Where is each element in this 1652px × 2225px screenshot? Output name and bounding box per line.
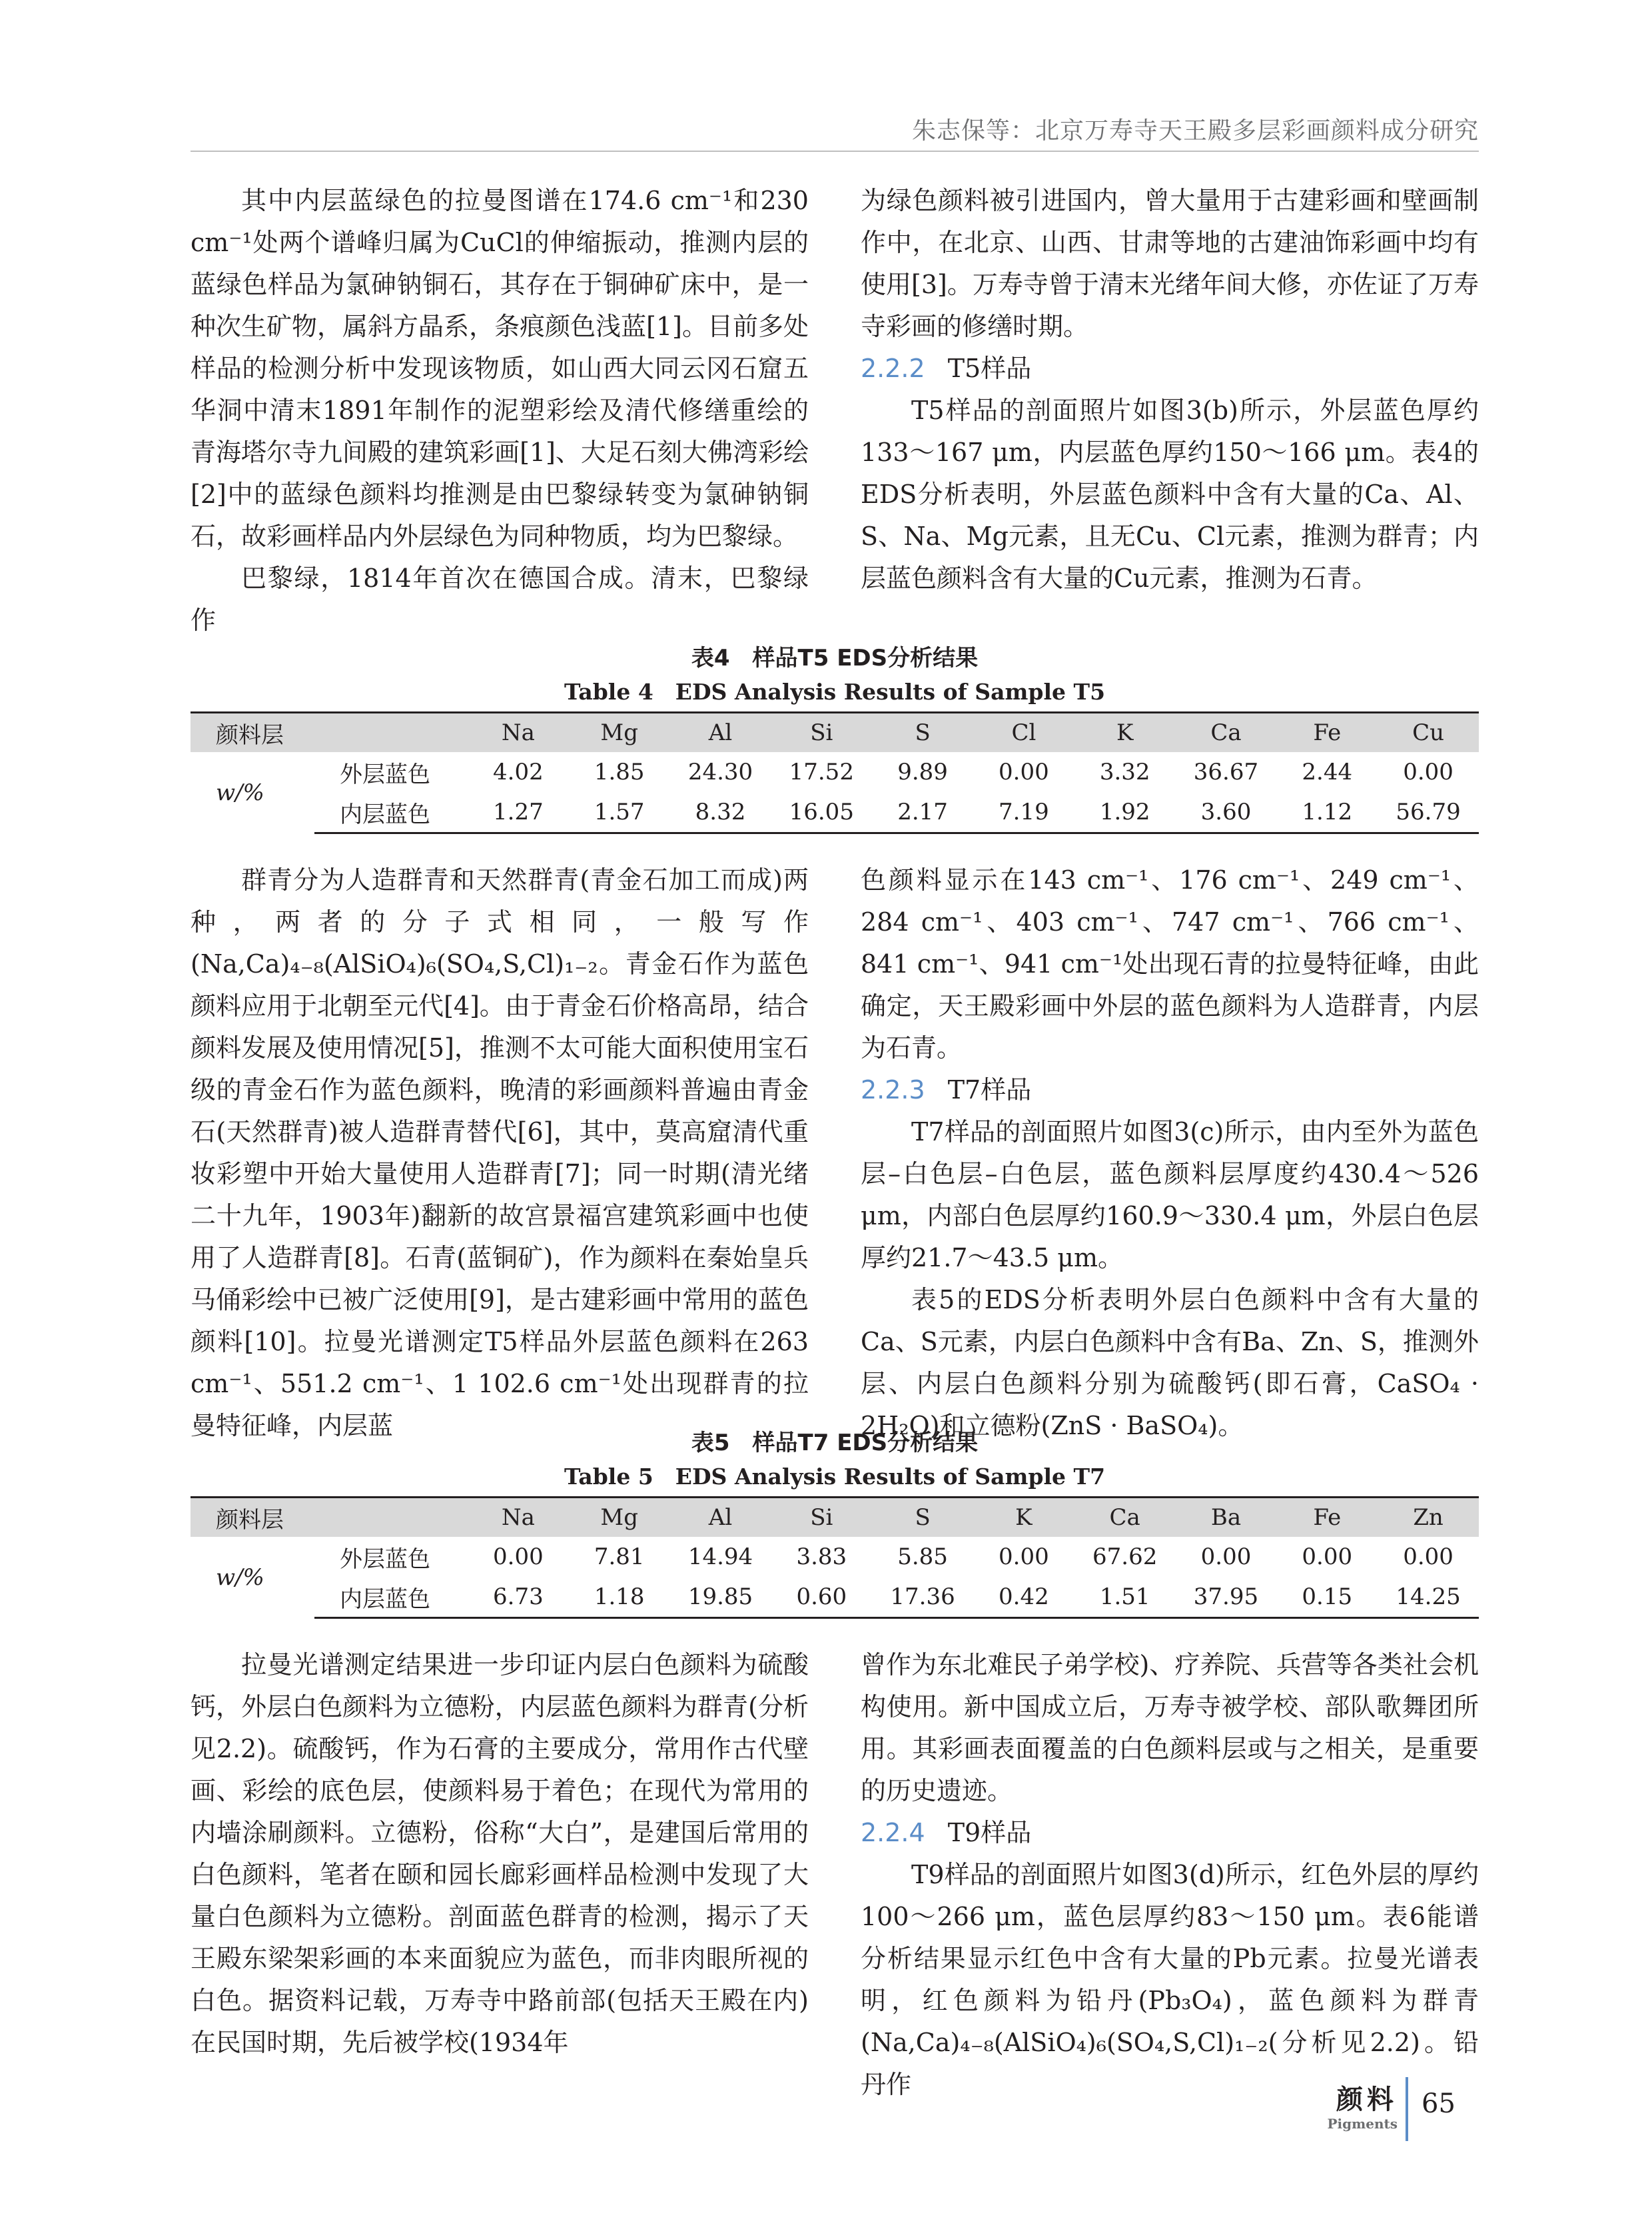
layer-name-cell: 内层蓝色 (314, 792, 468, 833)
table-cell: 17.36 (872, 1577, 973, 1618)
table-cell: 0.60 (771, 1577, 872, 1618)
table-cell: 0.00 (1403, 759, 1453, 785)
table-header-cell: 颜料层 (191, 713, 468, 753)
section-heading-2-2-2 (861, 348, 1479, 390)
table-cell: 1.85 (594, 759, 645, 785)
table-cell: 7.19 (973, 792, 1074, 833)
table-header-cell: Si (771, 713, 872, 753)
section-title: T9样品 (947, 1818, 1032, 1847)
table-cell: 0.00 (493, 1544, 544, 1570)
block1-right-column (861, 180, 1479, 600)
paragraph: 色颜料显示在143 cm⁻¹、176 cm⁻¹、249 cm⁻¹、284 cm⁻¹、403 cm⁻¹、747 cm⁻¹、766 cm⁻¹、841 cm⁻¹、941 cm⁻¹处出现石青的拉曼特征峰，由此确定，天王殿彩画中外层的蓝色颜料为人造群青，内层为石青。 (861, 865, 1479, 1063)
table-header-cell: Mg (569, 1498, 670, 1538)
table-cell: 56.79 (1378, 792, 1479, 833)
section-number: 2.2.4 (861, 1818, 925, 1847)
table5 (191, 1496, 1479, 1619)
unit-label-cell: w/% (216, 779, 264, 806)
table-header-cell: Mg (569, 713, 670, 753)
footer-divider (1406, 2077, 1408, 2141)
paragraph: T5样品的剖面照片如图3(b)所示，外层蓝色厚约133～167 μm，内层蓝色厚约150～166 μm。表4的EDS分析表明，外层蓝色颜料中含有大量的Ca、Al、S、Na、Mg元素，且无Cu、Cl元素，推测为群青；内层蓝色颜料含有大量的Cu元素，推测为石青。 (861, 396, 1479, 593)
table-header-cell: Al (670, 713, 771, 753)
table-header-cell: S (872, 1498, 973, 1538)
table5-caption-zh: 表5 样品T7 EDS分析结果 (691, 1430, 979, 1456)
table-cell: 6.73 (468, 1577, 569, 1618)
paragraph: 巴黎绿，1814年首次在德国合成。清末，巴黎绿作 (191, 564, 809, 635)
block3-right-column (861, 1644, 1479, 2106)
block2-left-column (191, 859, 809, 1447)
table-cell: 7.81 (594, 1544, 645, 1570)
table-cell: 14.94 (687, 1544, 753, 1570)
table-row (191, 1577, 1479, 1618)
table-cell: 24.30 (687, 759, 753, 785)
table-cell: 0.00 (1200, 1544, 1252, 1570)
block2-right-column (861, 859, 1479, 1447)
table-cell: 2.44 (1302, 759, 1353, 785)
table-header-cell: K (1074, 713, 1176, 753)
page-number: 65 (1422, 2088, 1455, 2119)
paragraph: 群青分为人造群青和天然群青(青金石加工而成)两种，两者的分子式相同，一般写作(Na,Ca)₄₋₈(AlSiO₄)₆(SO₄,S,Cl)₁₋₂。青金石作为蓝色颜料应用于北朝至元代[4]。由于青金石价格高昂，结合颜料发展及使用情况[5]，推测不太可能大面积使用宝石级的青金石作为蓝色颜料，晚清的彩画颜料普遍由青金石(天然群青)被人造群青替代[6]，其中，莫高窟清代重妆彩塑中开始大量使用人造群青[7]；同一时期(清光绪二十九年，1903年)翻新的故宫景福宫建筑彩画中也使用了人造群青[8]。石青(蓝铜矿)，作为颜料在秦始皇兵马俑彩绘中已被广泛使用[9]，是古建彩画中常用的蓝色颜料[10]。拉曼光谱测定T5样品外层蓝色颜料在263 cm⁻¹、551.2 cm⁻¹、1 102.6 cm⁻¹处出现群青的拉曼特征峰，内层蓝 (191, 865, 809, 1440)
table-header-cell: Na (468, 713, 569, 753)
table-cell: 36.67 (1193, 759, 1259, 785)
paragraph: 其中内层蓝绿色的拉曼图谱在174.6 cm⁻¹和230 cm⁻¹处两个谱峰归属为CuCl的伸缩振动，推测内层的蓝绿色样品为氯砷钠铜石，其存在于铜砷矿床中，是一种次生矿物，属斜方晶系，条痕颜色浅蓝[1]。目前多处样品的检测分析中发现该物质，如山西大同云冈石窟五华洞中清末1891年制作的泥塑彩绘及清代修缮重绘的青海塔尔寺九间殿的建筑彩画[1]、大足石刻大佛湾彩绘[2]中的蓝绿色颜料均推测是由巴黎绿转变为氯砷钠铜石，故彩画样品内外层绿色为同种物质，均为巴黎绿。 (191, 186, 809, 551)
section-number: 2.2.3 (861, 1075, 925, 1105)
table-cell: 0.00 (999, 759, 1049, 785)
section-heading-2-2-4 (861, 1812, 1479, 1854)
layer-name-cell: 外层蓝色 (340, 1546, 430, 1573)
table-cell: 16.05 (771, 792, 872, 833)
table-row (191, 792, 1479, 833)
paragraph: 为绿色颜料被引进国内，曾大量用于古建彩画和壁画制作中，在北京、山西、甘肃等地的古建油饰彩画中均有使用[3]。万寿寺曾于清末光绪年间大修，亦佐证了万寿寺彩画的修缮时期。 (861, 186, 1479, 341)
table-cell: 9.89 (897, 759, 948, 785)
table-header-cell: Fe (1276, 1498, 1378, 1538)
table-cell: 3.32 (1099, 759, 1150, 785)
table-cell: 8.32 (670, 792, 771, 833)
table-cell: 17.52 (789, 759, 854, 785)
table-header-cell: Si (771, 1498, 872, 1538)
running-header-title: 朱志保等：北京万寿寺天王殿多层彩画颜料成分研究 (911, 117, 1479, 145)
table-header-cell: Na (468, 1498, 569, 1538)
table-cell: 14.25 (1378, 1577, 1479, 1618)
paragraph: T7样品的剖面照片如图3(c)所示，由内至外为蓝色层–白色层–白色层，蓝色颜料层厚度约430.4～526 μm，内部白色层厚约160.9～330.4 μm，外层白色层厚约21.7～43.5 μm。 (861, 1117, 1479, 1272)
table-row (191, 1537, 1479, 1577)
section-heading-2-2-3 (861, 1069, 1479, 1111)
paragraph: 表5的EDS分析表明外层白色颜料中含有大量的Ca、S元素，内层白色颜料中含有Ba、Zn、S，推测外层、内层白色颜料分别为硫酸钙(即石膏，CaSO₄ · 2H₂O)和立德粉(ZnS · BaSO₄)。 (861, 1285, 1479, 1440)
table-cell: 1.18 (569, 1577, 670, 1618)
table-header-cell: Cu (1378, 713, 1479, 753)
table-cell: 0.15 (1276, 1577, 1378, 1618)
table-header-cell: Ba (1176, 1498, 1277, 1538)
header-rule (191, 151, 1479, 152)
table-header-row (191, 713, 1479, 753)
table-cell: 1.57 (569, 792, 670, 833)
paragraph: 拉曼光谱测定结果进一步印证内层白色颜料为硫酸钙，外层白色颜料为立德粉，内层蓝色颜料为群青(分析见2.2)。硫酸钙，作为石膏的主要成分，常用作古代壁画、彩绘的底色层，使颜料易于着色；在现代为常用的内墙涂刷颜料。立德粉，俗称“大白”，是建国后常用的白色颜料，笔者在颐和园长廊彩画样品检测中发现了大量白色颜料为立德粉。剖面蓝色群青的检测，揭示了天王殿东梁架彩画的本来面貌应为蓝色，而非肉眼所视的白色。据资料记载，万寿寺中路前部(包括天王殿在内)在民国时期，先后被学校(1934年 (191, 1650, 809, 2057)
table-cell: 1.92 (1074, 792, 1176, 833)
unit-label-cell: w/% (216, 1563, 264, 1591)
table4-caption-en: Table 4 EDS Analysis Results of Sample T5 (564, 679, 1106, 705)
table4-caption (191, 641, 1479, 709)
paragraph: 曾作为东北难民子弟学校)、疗养院、兵营等各类社会机构使用。新中国成立后，万寿寺被学校、部队歌舞团所用。其彩画表面覆盖的白色颜料层或与之相关，是重要的历史遗迹。 (861, 1650, 1479, 1805)
table4-caption-zh: 表4 样品T5 EDS分析结果 (691, 645, 979, 671)
table-header-cell: Zn (1378, 1498, 1479, 1538)
table-cell: 3.83 (796, 1544, 847, 1570)
table-header-cell: Al (670, 1498, 771, 1538)
table-cell: 0.42 (973, 1577, 1074, 1618)
table-cell: 19.85 (670, 1577, 771, 1618)
table-cell: 1.27 (468, 792, 569, 833)
table-cell: 0.00 (1302, 1544, 1353, 1570)
table-cell: 0.00 (999, 1544, 1049, 1570)
table5-caption (191, 1426, 1479, 1494)
table-header-cell: 颜料层 (191, 1498, 468, 1538)
table-row (191, 752, 1479, 792)
table-header-cell: Fe (1276, 713, 1378, 753)
table-header-cell: Cl (973, 713, 1074, 753)
table-cell: 1.51 (1074, 1577, 1176, 1618)
table-header-cell: Ca (1074, 1498, 1176, 1538)
table-cell: 1.12 (1276, 792, 1378, 833)
layer-name-cell: 外层蓝色 (340, 761, 430, 788)
table-header-cell: Ca (1176, 713, 1277, 753)
journal-name-en: Pigments (1327, 2116, 1398, 2132)
table5-caption-en: Table 5 EDS Analysis Results of Sample T7 (564, 1464, 1106, 1490)
table-cell: 3.60 (1176, 792, 1277, 833)
table-header-cell: K (973, 1498, 1074, 1538)
block3-left-column (191, 1644, 809, 2064)
table-cell: 2.17 (872, 792, 973, 833)
block1-left-column (191, 180, 809, 642)
table-cell: 4.02 (493, 759, 544, 785)
section-title: T7样品 (947, 1075, 1032, 1105)
section-title: T5样品 (947, 354, 1032, 383)
table-cell: 0.00 (1403, 1544, 1453, 1570)
section-number: 2.2.2 (861, 354, 925, 383)
table4 (191, 711, 1479, 834)
journal-name-zh: 颜料 (1336, 2084, 1398, 2115)
paragraph: T9样品的剖面照片如图3(d)所示，红色外层的厚约100～266 μm，蓝色层厚约83～150 μm。表6能谱分析结果显示红色中含有大量的Pb元素。拉曼光谱表明，红色颜料为铅丹(Pb₃O₄)，蓝色颜料为群青(Na,Ca)₄₋₈(AlSiO₄)₆(SO₄,S,Cl)₁₋₂(分析见2.2)。铅丹作 (861, 1860, 1479, 2099)
table-cell: 5.85 (897, 1544, 948, 1570)
layer-name-cell: 内层蓝色 (314, 1577, 468, 1618)
table-header-row (191, 1498, 1479, 1538)
table-cell: 37.95 (1176, 1577, 1277, 1618)
table-header-cell: S (872, 713, 973, 753)
table-cell: 67.62 (1092, 1544, 1158, 1570)
